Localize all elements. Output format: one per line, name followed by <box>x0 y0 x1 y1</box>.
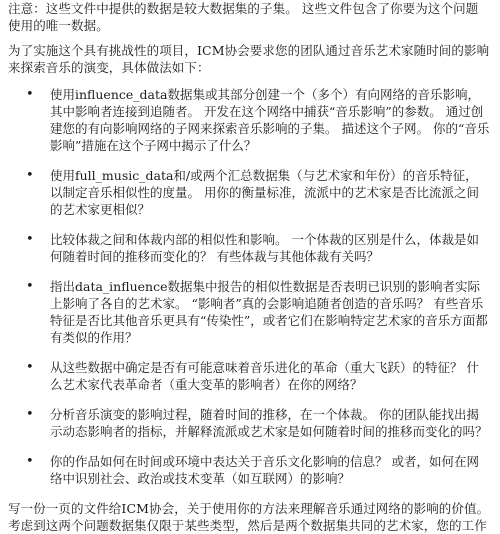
bullet-icon: • <box>26 407 34 422</box>
task-text: 使用full_music_data和/或两个汇总数据集（与艺术家和年份）的音乐特征，以制定音乐相似性的度量。 用你的衡量标准，流派中的艺术家是否比流派之间的艺术家更相似？ <box>50 168 479 217</box>
intro-paragraph: 注意：这些文件中提供的数据是较大数据集的子集。 这些文件包含了你要为这个问题使用的唯一数据。 <box>8 1 479 33</box>
task-text: 指出data_influence数据集中报告的相似性数据是否表明已识别的影响者实际上影响了各自的艺术家。 “影响者”真的会影响追随者创造的音乐吗？ 有些音乐特征是否比其他音乐更具有“传染性”，或者它们在影响特定艺术家的音乐方面都有类似的作用？ <box>50 279 488 345</box>
bullet-icon: • <box>26 360 34 375</box>
list-item <box>8 86 490 154</box>
task-text: 分析音乐演变的影响过程，随着时间的推移，在一个体裁。 你的团队能找出揭示动态影响者的指标，并解释流派或艺术家是如何随着时间的推移而变化的吗？ <box>50 407 488 439</box>
bullet-icon: • <box>26 454 34 469</box>
list-item <box>8 231 490 265</box>
closing-line-2: 考虑到这两个问题数据集仅限于某些类型，然后是两个数据集共同的艺术家，您的工作 <box>8 518 487 533</box>
task-text: 使用influence_data数据集或其部分创建一个（多个）有向网络的音乐影响，其中影响者连接到追随者。 开发在这个网络中捕获“音乐影响”的参数。 通过创建您的有向影响网络的子网来探索音乐影响的子集。 描述这个子网。 你的“音乐影响”措施在这个子网中揭示了什么？ <box>50 87 490 153</box>
task-text: 比较体裁之间和体裁内部的相似性和影响。 一个体裁的区别是什么，体裁是如何随着时间的推移而变化的？ 有些体裁与其他体裁有关吗？ <box>50 232 479 264</box>
closing-line-1: 写一份一页的文件给ICM协会，关于使用你的方法来理解音乐通过网络的影响的价值。 <box>8 501 490 516</box>
bullet-icon: • <box>26 168 34 183</box>
list-item <box>8 167 490 218</box>
bullet-icon: • <box>26 87 34 102</box>
list-item <box>8 453 490 487</box>
task-text: 你的作品如何在时间或环境中表达关于音乐文化影响的信息？ 或者，如何在网络中识别社会、政治或技术变革（如互联网）的影响？ <box>50 454 479 486</box>
list-item <box>8 278 490 346</box>
list-item <box>8 406 490 440</box>
lead-paragraph: 为了实施这个具有挑战性的项目，ICM协会要求您的团队通过音乐艺术家随时间的影响来探索音乐的演变，具体做法如下： <box>8 43 490 75</box>
task-text: 从这些数据中确定是否有可能意味着音乐进化的革命（重大飞跃）的特征？ 什么艺术家代表革命者（重大变革的影响者）在你的网络？ <box>50 360 479 392</box>
bullet-icon: • <box>26 232 34 247</box>
bullet-icon: • <box>26 279 34 294</box>
task-list <box>8 86 490 487</box>
list-item <box>8 359 490 393</box>
